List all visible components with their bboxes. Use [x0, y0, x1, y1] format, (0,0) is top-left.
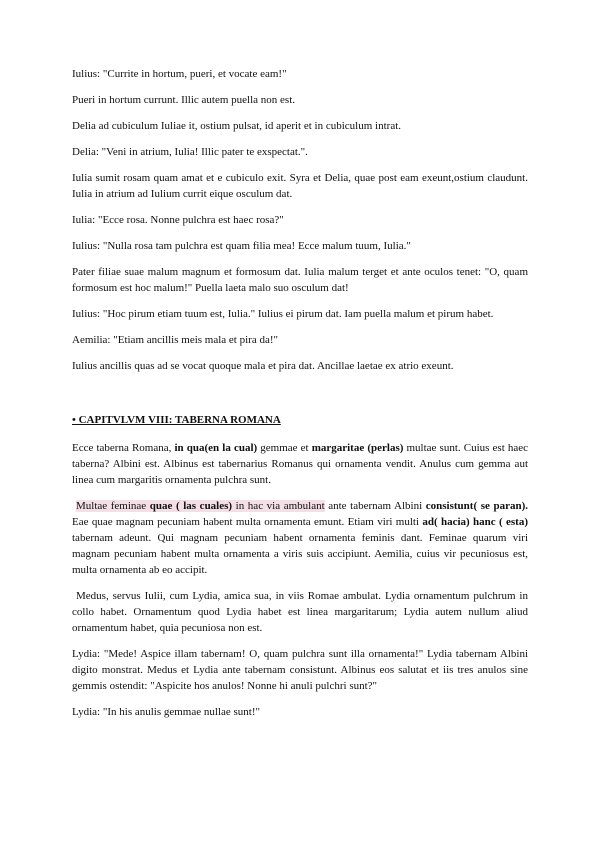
bold-phrase: margaritae (perlas) — [311, 442, 404, 454]
paragraph: Iulius: "Hoc pirum etiam tuum est, Iulia." Iulius ei pirum dat. Iam puella malum et pirum habet. — [72, 308, 494, 320]
text-run: Ecce taberna Romana, — [72, 442, 175, 454]
paragraph: Aemilia: "Etiam ancillis meis mala et pira da!" — [72, 334, 278, 346]
paragraph: Iulius: "Currite in hortum, pueri, et vocate eam!" — [72, 68, 287, 80]
paragraph: Iulius ancillis quas ad se vocat quoque mala et pira dat. Ancillae laetae ex atrio exeunt. — [72, 360, 454, 372]
text-run: gemmae et — [257, 442, 312, 454]
text-run: Multae feminae — [76, 500, 150, 512]
paragraph: Iulia: "Ecce rosa. Nonne pulchra est haec rosa?" — [72, 214, 284, 226]
paragraph-feminae — [72, 498, 528, 578]
paragraph: Pueri in hortum currunt. Illic autem puella non est. — [72, 94, 296, 106]
paragraph: Lydia: "In his anulis gemmae nullae sunt!" — [72, 706, 260, 718]
text-run: tabernam adeunt. Qui magnam pecuniam habent ornamenta feminis dant. Feminae quarum viri magnam pecuniam habent multa ornamenta a viris suis accipiunt. Aemilia, cuius vir pecuniosus est, multa ornamenta ab eo accipit. — [72, 532, 528, 576]
chapter-heading: • CAPITVLVM VIII: TABERNA ROMANA — [72, 414, 281, 426]
text-run: Eae quae magnam pecuniam habent multa ornamenta emunt. Etiam viri multi — [72, 516, 423, 528]
text-run: ante tabernam Albini — [324, 500, 426, 512]
text-run: in hac via ambulant — [232, 500, 325, 512]
bold-phrase: in qua(en la cual) — [174, 442, 258, 454]
highlighted-phrase — [76, 500, 325, 512]
paragraph: Pater filiae suae malum magnum et formosum dat. Iulia malum terget et ante oculos tenet: "O, quam formosum est hoc malum!" Puella laeta malo suo osculum dat! — [72, 266, 528, 294]
paragraph: Iulia sumit rosam quam amat et e cubiculo exit. Syra et Delia, quae post eam exeunt,ostium claudunt. Iulia in atrium ad Iulium currit eique osculum dat. — [72, 172, 528, 200]
paragraph-taberna-intro — [72, 440, 528, 488]
bold-phrase: quae ( las cuales) — [149, 500, 233, 512]
paragraph: Medus, servus Iulii, cum Lydia, amica sua, in viis Romae ambulat. Lydia ornamentum pulchrum in collo habet. Ornamentum quod Lydia habet est linea margaritarum; Lydia autem nullum aliud ornamentum habet, quia pecuniosa non est. — [72, 590, 528, 634]
paragraph: Iulius: "Nulla rosa tam pulchra est quam filia mea! Ecce malum tuum, Iulia." — [72, 240, 411, 252]
bold-phrase: ad( hacia) hanc ( esta) — [422, 516, 528, 528]
paragraph: Delia ad cubiculum Iuliae it, ostium pulsat, id aperit et in cubiculum intrat. — [72, 120, 402, 132]
section-spacer — [72, 384, 528, 412]
paragraph: Lydia: "Mede! Aspice illam tabernam! O, quam pulchra sunt illa ornamenta!" Lydia tabernam Albini digito monstrat. Medus et Lydia ante tabernam consistunt. Albinus eos salutat et iis tres anulos sine gemmis ostendit: "Aspicite hos anulos! Nonne hi anuli pulchri sunt?" — [72, 648, 528, 692]
bold-phrase: consistunt( se paran). — [425, 500, 528, 512]
paragraph: Delia: "Veni in atrium, Iulia! Illic pater te exspectat.". — [72, 146, 308, 158]
text-run: multae sunt. Cuius est haec taberna? Albini est. Albinus est tabernarius Romanus qui ornamenta vendit. Anulus cum gemma aut linea cum margaritis ornamenta pulchra sunt. — [72, 442, 529, 486]
